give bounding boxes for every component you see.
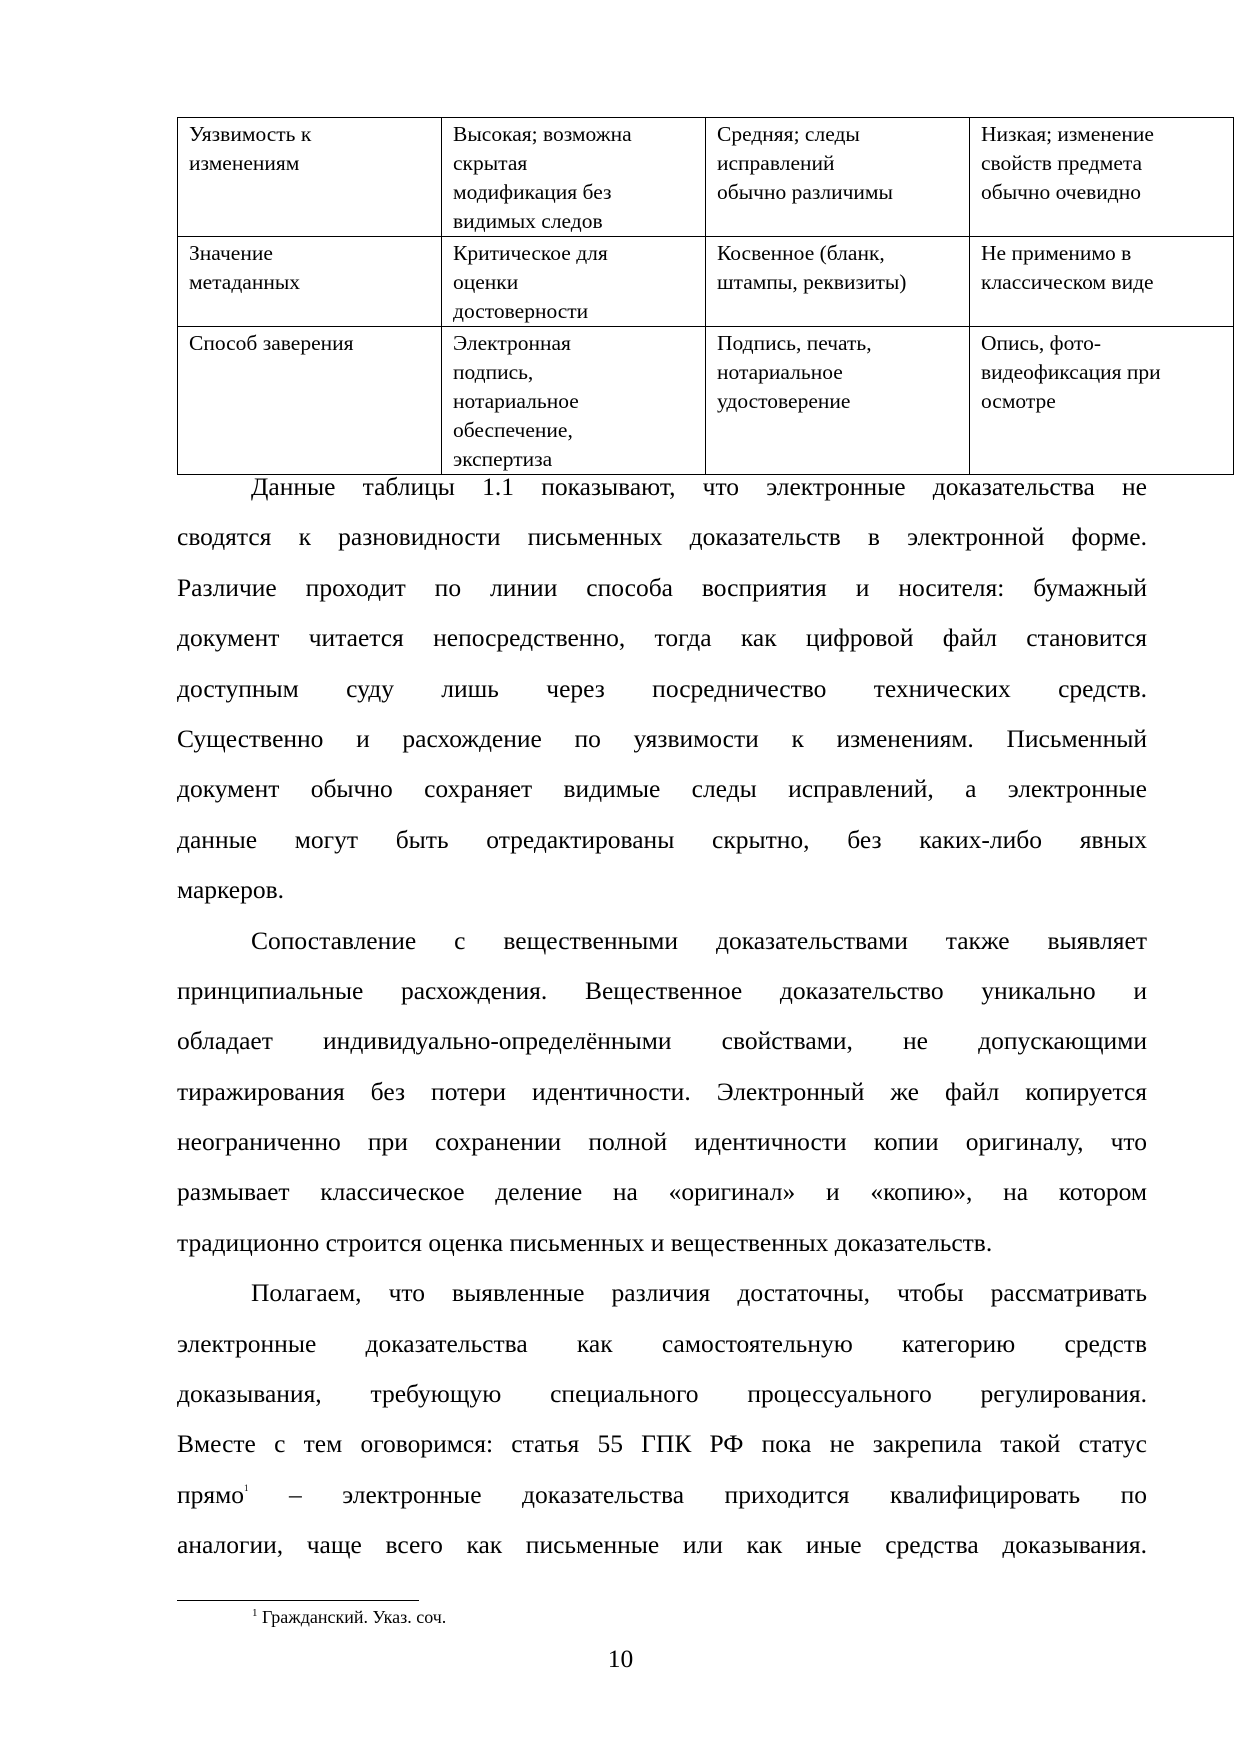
paragraph: Сопоставление с вещественными доказательствами также выявляет принципиальные расхождения. Вещественное доказательство уникально и обладает индивидуально-определёнными свойствами, не допускающими тиражирования без потери идентичности. Электронный же файл копируется неограниченно при сохранении полной идентичности копии оригиналу, что размывает классическое деление на «оригинал» и «копию», на котором традиционно строится оценка письменных и вещественных доказательств. bbox=[177, 925, 1147, 1257]
table-cell: Средняя; следы исправлений обычно различимы bbox=[706, 118, 970, 237]
page-number: 10 bbox=[607, 1644, 634, 1673]
body-text bbox=[177, 462, 1147, 1571]
footnote-separator bbox=[177, 1600, 419, 1601]
table-cell: Низкая; изменение свойств предмета обычно очевидно bbox=[970, 118, 1234, 237]
table-row bbox=[178, 327, 1234, 475]
footnote bbox=[252, 1605, 446, 1629]
paragraph: Данные таблицы 1.1 показывают, что электронные доказательства не сводятся к разновидности письменных доказательств в электронной форме. Различие проходит по линии способа восприятия и носителя: бумажный документ читается непосредственно, тогда как цифровой файл становится доступным суду лишь через посредничество технических средств. Существенно и расхождение по уязвимости к изменениям. Письменный документ обычно сохраняет видимые следы исправлений, а электронные данные могут быть отредактированы скрытно, без каких-либо явных маркеров. bbox=[177, 472, 1147, 905]
table-cell: Уязвимость к изменениям bbox=[178, 118, 442, 237]
footnote-number: 1 bbox=[252, 1607, 258, 1619]
table-cell: Опись, фото- видеофиксация при осмотре bbox=[970, 327, 1234, 475]
table-cell: Не применимо в классическом виде bbox=[970, 237, 1234, 327]
table-cell: Подпись, печать, нотариальное удостоверение bbox=[706, 327, 970, 475]
table-row bbox=[178, 237, 1234, 327]
paragraph: Полагаем, что выявленные различия достаточны, чтобы рассматривать электронные доказательства как самостоятельную категорию средств доказывания, требующую специального процессуального регулирования. Вместе с тем оговоримся: статья 55 ГПК РФ пока не закрепила такой статус прямо$^1$ – электронные доказательства приходится квалифицировать по аналогии, чаще всего как письменные или как иные средства доказывания. bbox=[177, 1278, 1147, 1560]
table-cell: Электронная подпись, нотариальное обеспечение, экспертиза bbox=[442, 327, 706, 475]
footnote-reference[interactable]: 1 bbox=[244, 1482, 249, 1493]
table-cell: Косвенное (бланк, штампы, реквизиты) bbox=[706, 237, 970, 327]
table-cell: Высокая; возможна скрытая модификация без видимых следов bbox=[442, 118, 706, 237]
table-cell: Критическое для оценки достоверности bbox=[442, 237, 706, 327]
footnote-ref-line: прямо$^1$ – электронные доказательства приходится квалифицировать по bbox=[177, 1479, 1147, 1509]
table-row bbox=[178, 118, 1234, 237]
table-cell: Значение метаданных bbox=[178, 237, 442, 327]
footnote-text: Гражданский. Указ. соч. bbox=[257, 1607, 447, 1627]
table-cell: Способ заверения bbox=[178, 327, 442, 475]
comparison-table bbox=[177, 117, 1234, 475]
